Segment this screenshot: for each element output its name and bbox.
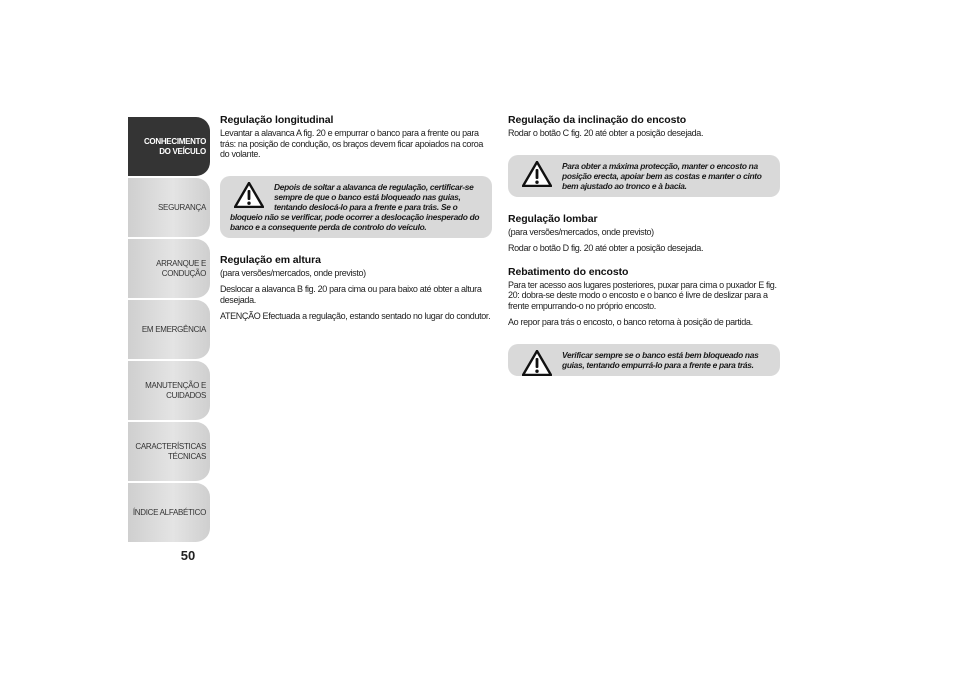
subtitle-altura: (para versões/mercados, onde previsto) (220, 267, 366, 278)
tab-em-emergencia[interactable] (128, 300, 210, 359)
text-longitudinal: Levantar a alavanca A fig. 20 e empurrar o banco para a frente ou para trás: na posição de condução, os braços devem ficar apoiados na coroa do volante. (220, 128, 484, 159)
page-number: 50 (180, 548, 196, 563)
text-inclinacao: Rodar o botão C fig. 20 até obter a posição desejada. (508, 128, 704, 138)
section-title-longitudinal: Regulação longitudinal (220, 114, 334, 126)
tab-label: ÍNDICE ALFABÉTICO (132, 507, 206, 517)
section-title-inclinacao: Regulação da inclinação do encosto (508, 114, 687, 126)
warning-box (220, 176, 492, 238)
text-rebatimento-2: Ao repor para trás o encosto, o banco retorna à posição de partida. (508, 317, 753, 327)
warning-text: Depois de soltar a alavanca de regulação, certificar-se sempre de que o banco está bloqueado nas guias, tentando deslocá-lo para a frente e para trás. Se o bloqueio não se verificar, pode ocorrer a deslocação inesperado do banco e a consequente perda de controlo do veículo. (230, 181, 480, 232)
tab-label: CARACTERÍSTICAS TÉCNICAS (135, 441, 206, 461)
text-altura: Deslocar a alavanca B fig. 20 para cima ou para baixo até obter a altura desejada. (220, 284, 482, 305)
section-title-altura: Regulação em altura (220, 253, 321, 266)
section-title-rebatimento: Rebatimento do encosto (508, 265, 629, 278)
subtitle-lombar: (para versões/mercados, onde previsto) (508, 226, 654, 237)
tab-conhecimento-do-veiculo[interactable] (128, 117, 210, 176)
tab-seguranca[interactable] (128, 178, 210, 237)
right-column (508, 114, 780, 378)
tab-label: MANUTENÇÃO E CUIDADOS (145, 380, 206, 400)
warning-text: Verificar sempre se o banco está bem bloqueado nas guias, tentando empurrá-lo para a frente e para trás. (562, 349, 759, 370)
tab-label: EM EMERGÊNCIA (141, 324, 206, 334)
tab-caracteristicas-tecnicas[interactable] (128, 422, 210, 481)
warning-text: Para obter a máxima protecção, manter o encosto na posição erecta, apoiar bem as costas e manter o cinto bem ajustado ao tronco e à bacia. (562, 160, 762, 191)
text-lombar: Rodar o botão D fig. 20 até obter a posição desejada. (508, 243, 704, 253)
warning-box (508, 155, 780, 197)
text-rebatimento-1: Para ter acesso aos lugares posteriores, puxar para cima o puxador E fig. 20: dobra-se deste modo o encosto e o banco é livre de deslizar para a frente empurrando-o no próprio encosto. (508, 279, 777, 311)
warning-triangle-icon (522, 161, 552, 187)
warning-box (508, 344, 780, 376)
section-sidebar (128, 117, 210, 544)
note-altura: ATENÇÃO Efectuada a regulação, estando sentado no lugar do condutor. (220, 311, 491, 321)
warning-triangle-icon (522, 350, 552, 376)
tab-label: ARRANQUE E CONDUÇÃO (156, 258, 206, 278)
left-column (220, 114, 492, 328)
tab-arranque-e-conducao[interactable] (128, 239, 210, 298)
warning-triangle-icon (234, 182, 264, 208)
tab-indice-alfabetico[interactable] (128, 483, 210, 542)
tab-label: CONHECIMENTO DO VEÍCULO (143, 136, 206, 156)
section-title-lombar: Regulação lombar (508, 212, 598, 225)
tab-label: SEGURANÇA (158, 202, 206, 212)
tab-manutencao-e-cuidados[interactable] (128, 361, 210, 420)
